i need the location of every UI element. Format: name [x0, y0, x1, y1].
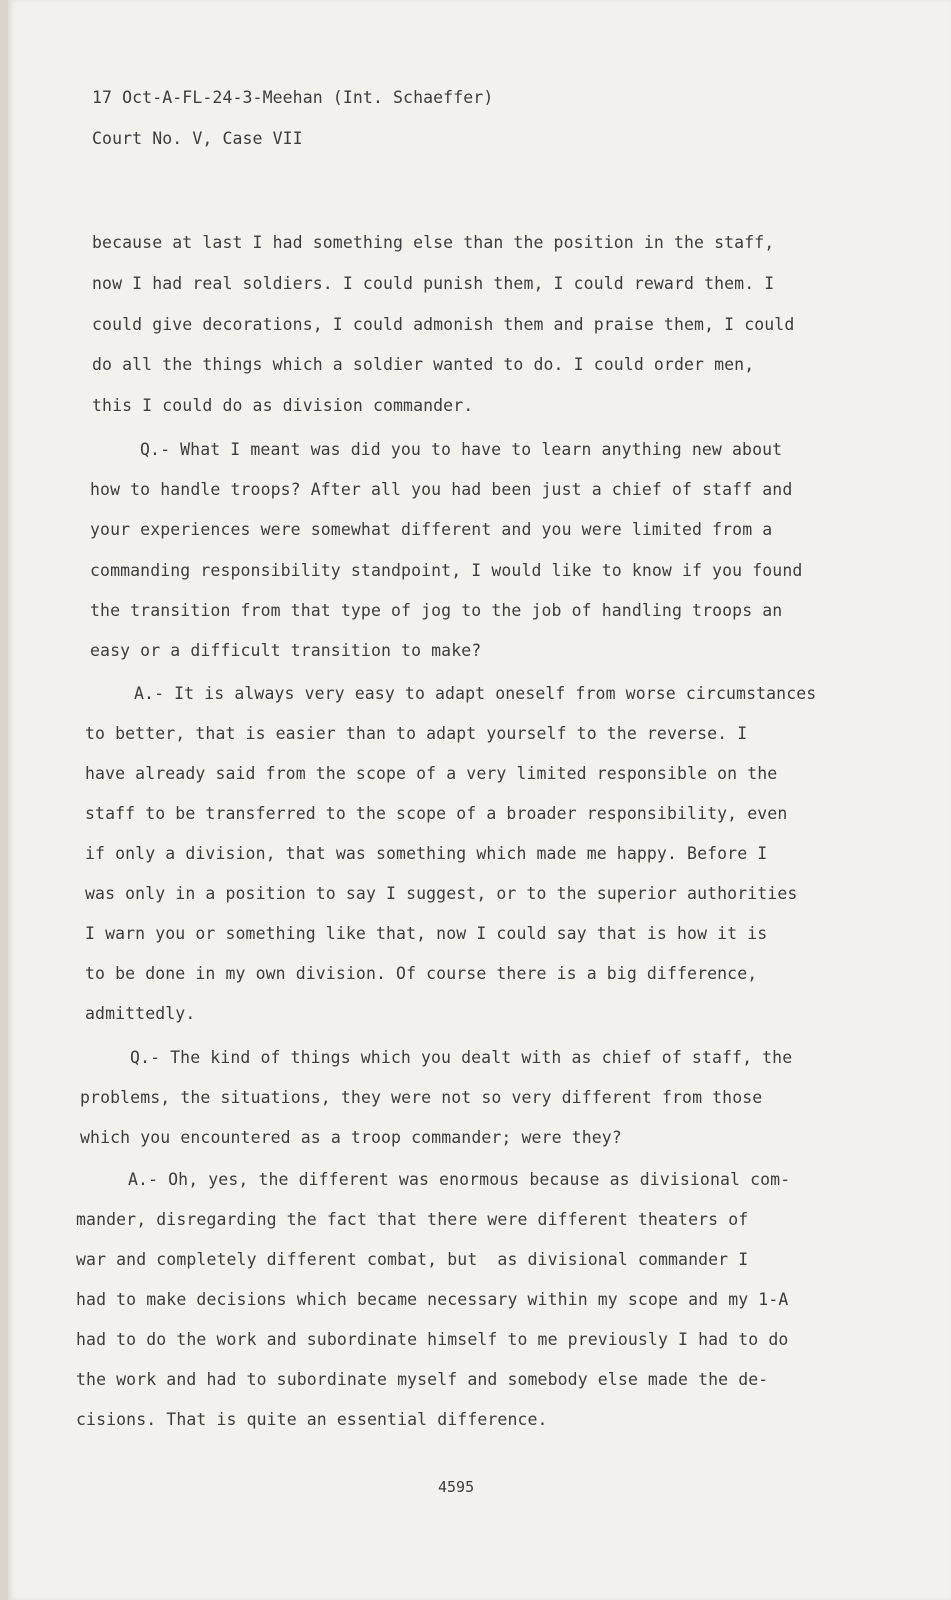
question-line: Q.- The kind of things which you dealt with as chief of staff, the: [130, 1048, 793, 1067]
body-line: had to make decisions which became necessary within my scope and my 1-A: [76, 1290, 789, 1309]
question-line: Q.- What I meant was did you to have to learn anything new about: [140, 440, 783, 459]
body-line: have already said from the scope of a very limited responsible on the: [85, 764, 778, 783]
body-line: if only a division, that was something which made me happy. Before I: [85, 844, 768, 863]
body-line: this I could do as division commander.: [92, 396, 474, 415]
body-line: mander, disregarding the fact that there were different theaters of: [76, 1210, 749, 1229]
body-line: I warn you or something like that, now I could say that is how it is: [85, 924, 768, 943]
body-line: now I had real soldiers. I could punish them, I could reward them. I: [92, 274, 775, 293]
body-line: to be done in my own division. Of course there is a big difference,: [85, 964, 758, 983]
page-edge: [0, 0, 8, 1600]
page-number: 4595: [438, 1478, 475, 1496]
document-page: [8, 0, 951, 1600]
body-line: had to do the work and subordinate himself to me previously I had to do: [76, 1330, 789, 1349]
header-court-info: Court No. V, Case VII: [92, 129, 303, 148]
body-line: staff to be transferred to the scope of a broader responsibility, even: [85, 804, 788, 823]
body-line: problems, the situations, they were not so very different from those: [80, 1088, 763, 1107]
body-line: cisions. That is quite an essential difference.: [76, 1410, 548, 1429]
body-line: how to handle troops? After all you had been just a chief of staff and: [90, 480, 793, 499]
body-line: was only in a position to say I suggest, or to the superior authorities: [85, 884, 798, 903]
body-line: do all the things which a soldier wanted to do. I could order men,: [92, 355, 755, 374]
answer-line: A.- It is always very easy to adapt oneself from worse circumstances: [134, 684, 817, 703]
answer-line: A.- Oh, yes, the different was enormous because as divisional com-: [128, 1170, 791, 1189]
body-line: admittedly.: [85, 1004, 196, 1023]
body-line: your experiences were somewhat different and you were limited from a: [90, 520, 773, 539]
header-case-reference: 17 Oct-A-FL-24-3-Meehan (Int. Schaeffer): [92, 88, 494, 107]
body-line: which you encountered as a troop commander; were they?: [80, 1128, 622, 1147]
body-line: the transition from that type of jog to the job of handling troops an: [90, 601, 783, 620]
body-line: the work and had to subordinate myself and somebody else made the de-: [76, 1370, 769, 1389]
body-line: to better, that is easier than to adapt yourself to the reverse. I: [85, 724, 748, 743]
body-line: commanding responsibility standpoint, I would like to know if you found: [90, 561, 803, 580]
body-line: war and completely different combat, but as divisional commander I: [76, 1250, 749, 1269]
body-line: easy or a difficult transition to make?: [90, 641, 482, 660]
body-line: because at last I had something else than the position in the staff,: [92, 233, 775, 252]
body-line: could give decorations, I could admonish them and praise them, I could: [92, 315, 795, 334]
